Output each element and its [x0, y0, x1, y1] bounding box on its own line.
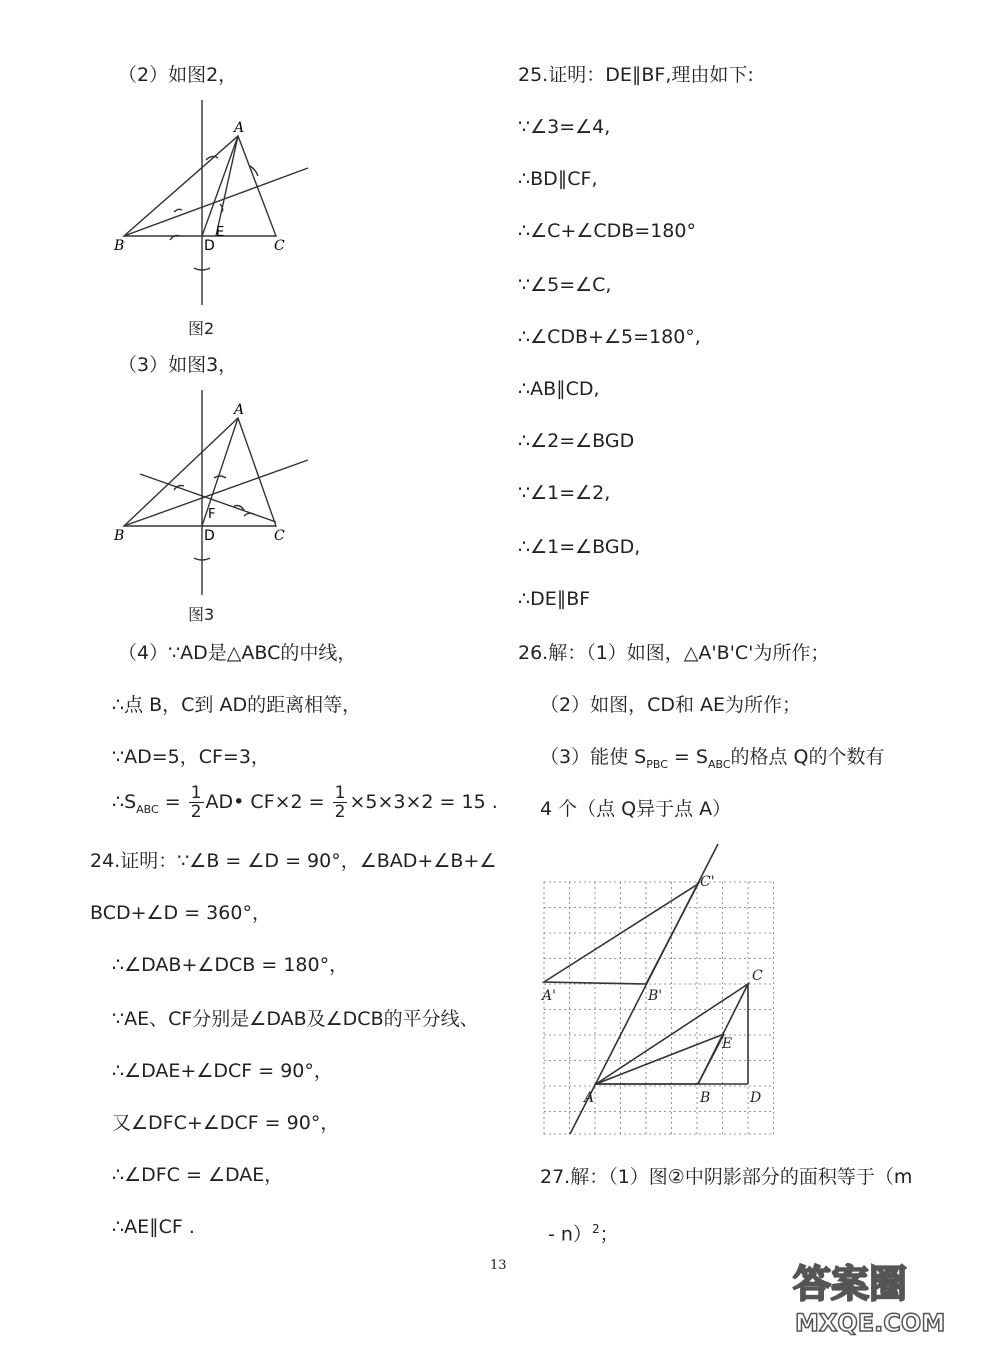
q26-3-sub1: PBC	[646, 757, 668, 771]
grid-label-a: A	[584, 1090, 595, 1106]
q24-line-8: ∴AE∥CF .	[112, 1216, 195, 1238]
q25-line-10: ∴∠1=∠BGD,	[518, 536, 641, 558]
fig3-label-f: F	[208, 507, 216, 522]
q4-line-1: （4）∵AD是△ABC的中线，	[118, 642, 357, 664]
q26-line-4: 4 个（点 Q异于点 A）	[540, 798, 732, 820]
q24-line-6: 又∠DFC+∠DCF = 90°，	[112, 1112, 340, 1134]
half-fraction-1: $\frac{1}{2}$	[190, 783, 202, 822]
q24-line-2: BCD+∠D = 360°，	[90, 902, 271, 924]
watermark-url: MXQE.COM	[795, 1309, 946, 1337]
q4-end: ×5×3×2 = 15 .	[349, 791, 498, 813]
fig2-label-c: C	[274, 238, 285, 254]
q26-3-start: （3）能使 S	[540, 746, 647, 768]
q27-2-end: ；	[599, 1223, 619, 1246]
q25-line-7: ∴AB∥CD,	[518, 378, 600, 400]
page-number: 13	[490, 1258, 507, 1273]
q25-line-11: ∴DE∥BF	[518, 588, 591, 610]
fig3-label-d: D	[204, 528, 215, 544]
q25-line-4: ∴∠C+∠CDB=180°	[518, 220, 696, 242]
q26-line-2: （2）如图，CD和 AE为所作；	[540, 694, 802, 716]
left-line-1: （2）如图2，	[118, 64, 238, 86]
grid-figure	[540, 840, 780, 1140]
q26-3-mid: = S	[667, 746, 708, 768]
q25-line-6: ∴∠CDB+∠5=180°,	[518, 326, 701, 348]
left-line-2: （3）如图3，	[118, 354, 238, 376]
grid-label-b: B	[700, 1090, 711, 1106]
q25-line-9: ∵∠1=∠2,	[518, 482, 611, 504]
q27-line-2	[548, 1216, 619, 1247]
q27-2-start: - n）	[548, 1223, 592, 1246]
watermark-logo	[785, 1245, 985, 1340]
q26-line-1: 26.解：（1）如图，△A'B'C'为所作；	[518, 642, 830, 664]
q24-line-1: 24.证明：∵∠B = ∠D = 90°，∠BAD+∠B+∠	[90, 850, 497, 872]
q27-2-sup: 2	[591, 1222, 600, 1236]
q4-line-4	[112, 784, 498, 823]
q4-line-3: ∵AD=5，CF=3，	[112, 746, 270, 768]
q25-line-2: ∵∠3=∠4,	[518, 116, 611, 138]
q24-line-3: ∴∠DAB+∠DCB = 180°，	[112, 954, 349, 976]
grid-label-b1: B'	[648, 988, 663, 1004]
fig3-label-c: C	[274, 528, 285, 544]
q4-line-2: ∴点 B，C到 AD的距离相等，	[112, 694, 362, 716]
q4-eq1: =	[158, 791, 187, 813]
q26-3-end: 的格点 Q的个数有	[730, 746, 885, 768]
grid-label-e: E	[722, 1036, 733, 1052]
q4-area-sub: ABC	[136, 802, 159, 816]
q24-line-5: ∴∠DAE+∠DCF = 90°，	[112, 1060, 333, 1082]
fig2-label-b: B	[114, 238, 125, 254]
q25-line-5: ∵∠5=∠C,	[518, 274, 612, 296]
grid-label-c1: C'	[700, 874, 715, 890]
figure-3-caption: 图3	[188, 605, 215, 624]
fig3-label-a: A	[234, 402, 245, 418]
q25-line-1: 25.证明：DE∥BF,理由如下:	[518, 64, 754, 86]
q4-area-s: ∴S	[112, 791, 137, 813]
q26-3-sub2: ABC	[707, 757, 731, 771]
grid-label-a1: A'	[542, 988, 556, 1004]
q27-line-1: 27.解：（1）图②中阴影部分的面积等于（m	[540, 1166, 913, 1188]
fig2-label-a: A	[234, 120, 245, 136]
half-fraction-2: $\frac{1}{2}$	[334, 783, 346, 822]
grid-label-d: D	[750, 1090, 762, 1106]
fig3-label-b: B	[114, 528, 125, 544]
q26-line-3	[540, 744, 885, 778]
figure-2-caption: 图2	[188, 319, 215, 338]
fig2-label-d: D	[204, 238, 215, 254]
watermark-brand: 答案圈	[793, 1262, 908, 1306]
figure-2	[110, 100, 320, 310]
q24-line-4: ∵AE、CF分别是∠DAB及∠DCB的平分线、	[112, 1008, 479, 1030]
q25-line-8: ∴∠2=∠BGD	[518, 430, 635, 452]
q25-line-3: ∴BD∥CF,	[518, 168, 598, 190]
q4-mid: AD• CF×2 =	[205, 791, 331, 813]
fig2-label-e: E	[216, 225, 225, 240]
grid-label-c: C	[752, 968, 763, 984]
q24-line-7: ∴∠DFC = ∠DAE，	[112, 1164, 284, 1186]
figure-3	[110, 390, 320, 600]
